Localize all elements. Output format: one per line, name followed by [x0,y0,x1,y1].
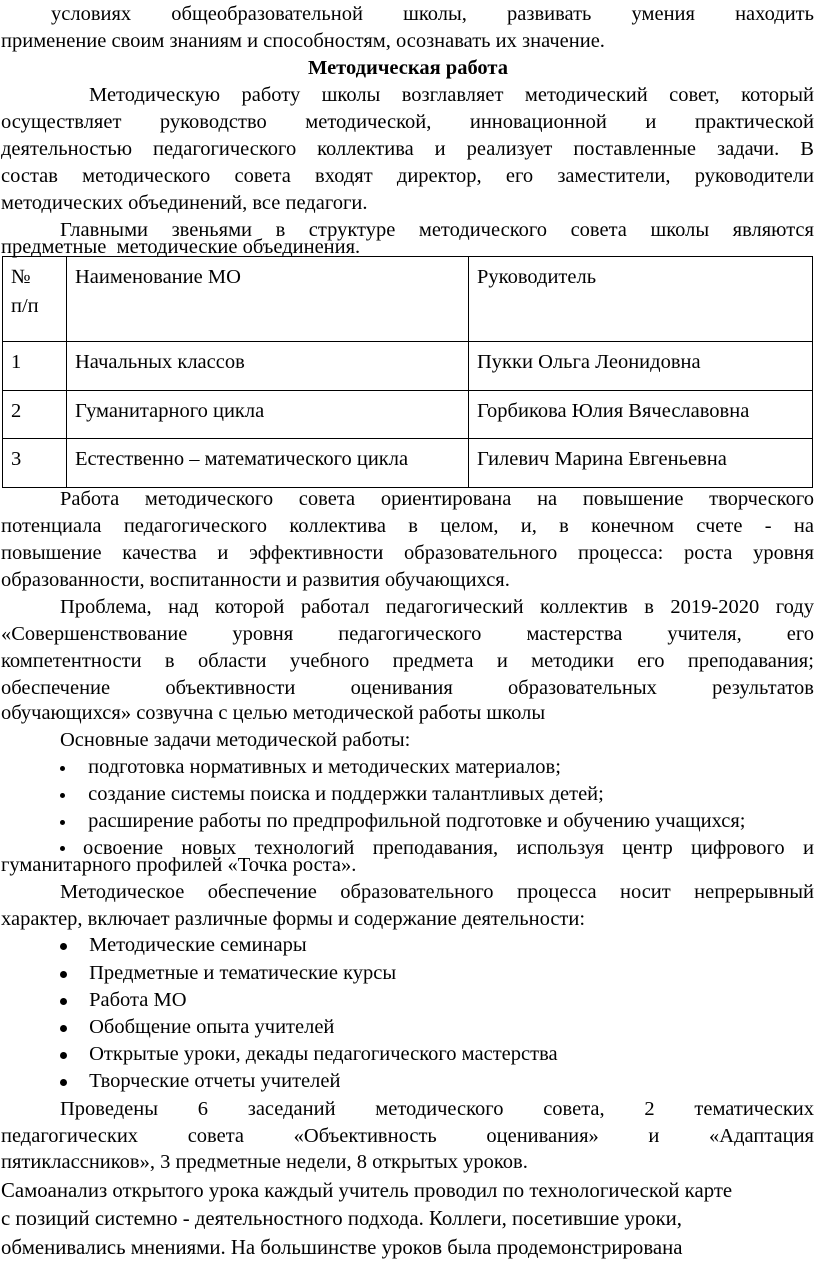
form-item: Открытые уроки, декады педагогического мастерства [60,1041,816,1068]
paragraph-1-line-1 [89,82,814,109]
row-leader: Гилевич Марина Евгеньевна [469,439,813,488]
bullet-dot-icon [60,1052,67,1059]
word: звеньями [171,219,253,241]
row-number: 2 [3,391,67,439]
word: его [505,165,534,187]
form-item: Предметные и тематические курсы [60,960,816,987]
word: методического [375,1098,504,1120]
word: тематических [694,1098,814,1120]
word: ориентирована [380,488,512,510]
paragraph-3-line-2 [1,513,814,540]
task-item: подготовка нормативных и методических материалов; [60,754,816,781]
row-leader: Пукки Ольга Леонидовна [469,342,813,391]
word: уровня [232,623,294,645]
word: возглавляет [401,84,504,106]
word: и [802,837,814,859]
word: методики [531,650,614,672]
paragraph-1-line-3 [1,136,814,163]
word: состав [1,165,58,187]
word: в [164,650,175,672]
word: практической [694,111,814,133]
word: реализует [466,138,553,160]
word: счете [696,515,743,537]
word: методический [524,84,648,106]
word: и [434,138,446,160]
word: совета [298,488,356,510]
word: совет, [669,84,720,106]
row-number: 3 [3,439,67,488]
paragraph-3-line-4: образованности, воспитанности и развития обучающихся. [1,569,510,591]
word: поставленные [573,138,697,160]
bullet-dot-icon [60,793,65,798]
word: совета [234,165,291,187]
word: общеобразовательной [171,3,363,25]
word: инновационной [469,111,607,133]
word: Главными [60,219,149,241]
bullet-dot-icon [60,1025,67,1032]
row-mo-name: Гуманитарного цикла [67,391,469,439]
tasks-title: Основные задачи методической работы: [60,729,411,751]
word: заместители, [557,165,671,187]
paragraph-5-line-1 [60,879,814,906]
word: структуре [308,219,396,241]
word: которой [215,596,285,618]
word: задачи. [716,138,780,160]
paragraph-6-line-2 [1,1123,814,1150]
word: предмета [392,650,474,672]
header-leader: Руководитель [469,257,813,342]
task-item: расширение работы по предпрофильной подготовке и обучению учащихся; [60,808,816,835]
form-item: Работа МО [60,987,816,1014]
word: совета, [543,1098,605,1120]
word: в [408,515,418,537]
table-row [3,342,813,391]
word: области [197,650,267,672]
word: Методическую [89,84,221,106]
word: коллектива [317,138,414,160]
word: «Объективность [293,1125,437,1147]
header-number: № п/п [3,257,67,342]
bullet-dot-icon [60,998,67,1005]
header-mo-name: Наименование МО [67,257,469,342]
paragraph-4-line-1 [60,594,814,621]
word: результатов [712,677,814,699]
word: учителя, [667,623,742,645]
word: его [786,623,814,645]
paragraph-7-line-3: обменивались мнениями. На большинстве уроков была продемонстрирована [1,1236,683,1259]
word: используя [516,837,604,859]
mo-table [2,256,813,488]
word: и [648,1125,660,1147]
word: творческого [709,488,814,510]
word: коллектив [540,596,628,618]
word: педагогический [385,596,524,618]
word: процесса: [577,542,664,564]
word: работал [300,596,370,618]
word: непрерывный [694,881,814,903]
word: компетентности [1,650,142,672]
bullet-dot-icon [60,1079,67,1086]
task-item: создание системы поиска и поддержки талантливых детей; [60,781,816,808]
word: центр [622,837,673,859]
word: руководители [694,165,814,187]
word: роста [683,542,733,564]
word: над [168,596,199,618]
word: методического [144,488,274,510]
word: совета [570,219,627,241]
word: и [496,650,508,672]
paragraph-7-line-1: Самоанализ открытого урока каждый учитель проводил по технологической карте [1,1179,733,1202]
word: образовательных [508,677,657,699]
word: который [741,84,814,106]
word: «Совершенствование [1,623,188,645]
word: технологий [254,837,355,859]
word: педагогического [153,138,297,160]
task-item-continuation: гуманитарного профилей «Точка роста». [1,854,357,876]
word: 2019-2020 [670,596,760,618]
word: школы, [403,3,467,25]
bullet-dot-icon [60,971,67,978]
word: «Адаптация [709,1125,814,1147]
word: оценивания [350,677,453,699]
word: новых [181,837,237,859]
word: качества [122,542,197,564]
form-item: Обобщение опыта учителей [60,1014,816,1041]
word: В [800,138,814,160]
word: в [275,219,286,241]
word: Методическое [60,881,185,903]
word: Проведены [60,1098,158,1120]
word: педагогического [338,623,482,645]
word: объективности [165,677,296,699]
word: образовательного [404,542,558,564]
word: и [645,111,657,133]
bullet-dot-icon [60,820,65,825]
row-leader: Горбикова Юлия Вячеславовна [469,391,813,439]
word: заседаний [247,1098,336,1120]
paragraph-1-line-4 [1,163,814,190]
word: и, [520,515,537,537]
section-title: Методическая работа [308,57,508,79]
paragraph-6-line-1 [60,1096,814,1123]
word: директор, [396,165,482,187]
form-item: Методические семинары [60,932,816,959]
word: методического [82,165,211,187]
word: условиях [51,3,132,25]
word: преподавания, [372,837,499,859]
word: деятельностью [1,138,133,160]
word: повышение [1,542,102,564]
word: носит [619,881,671,903]
row-mo-name: Естественно – математического цикла [67,439,469,488]
word: цифрового [691,837,785,859]
intro-line-2: применение своим знаниям и способностям, осознавать их значение. [1,30,605,52]
word: образовательного [340,881,494,903]
bullet-dot-icon [60,766,65,771]
word: педагогических [1,1125,139,1147]
word: повышение [582,488,684,510]
paragraph-2-line-2: предметные методические объединения. [1,236,361,258]
word: работу [241,84,301,106]
word: умения [631,3,695,25]
paragraph-4-line-5: обучающихся» созвучна с целью методической работы школы [1,702,546,724]
word: коллектива [289,515,386,537]
row-mo-name: Начальных классов [67,342,469,391]
paragraph-4-line-3 [1,648,814,675]
word: целом, [440,515,499,537]
word: эффективности [249,542,384,564]
word: являются [732,219,814,241]
word: на [537,488,558,510]
paragraph-4-line-4 [1,675,814,702]
word: руководство [159,111,267,133]
paragraph-1-line-2 [1,109,814,136]
word: школы [321,84,381,106]
word: его [637,650,665,672]
word: мастерства [526,623,623,645]
paragraph-1-line-5: методических объединений, все педагоги. [1,192,368,214]
word: методического [418,219,548,241]
word: 2 [644,1098,655,1120]
word: освоение [83,837,164,859]
paragraph-3-line-1 [60,486,814,513]
word: осуществляет [1,111,122,133]
word: развивать [507,3,592,25]
word: - [764,515,772,537]
word: и [217,542,229,564]
word: учебного [289,650,370,672]
word: Работа [60,488,120,510]
word: педагогического [123,515,268,537]
intro-line-1 [51,1,814,28]
word: Проблема, [60,596,152,618]
table-row [3,391,813,439]
paragraph-5-line-2: характер, включает различные формы и содержание деятельности: [1,908,586,930]
word: на [793,515,814,537]
word: методической, [305,111,432,133]
word: совета [187,1125,245,1147]
word: году [775,596,814,618]
word: оценивания» [486,1125,599,1147]
bullet-dot-icon [60,943,67,950]
word: обеспечение [207,881,317,903]
word: потенциала [1,515,102,537]
word: обеспечение [1,677,111,699]
word: конечном [591,515,674,537]
word: преподавания; [687,650,814,672]
word: процесса [516,881,597,903]
row-number: 1 [3,342,67,391]
table-header-row [3,257,813,342]
bullet-dot-icon [60,846,65,851]
word: в [559,515,569,537]
paragraph-7-line-2: с позиций системно - деятельностного подхода. Коллеги, посетившие уроки, [1,1207,683,1230]
word: 6 [197,1098,208,1120]
paragraph-3-line-3 [1,540,814,567]
word: школы [650,219,710,241]
word: уровня [753,542,814,564]
table-row [3,439,813,488]
form-item: Творческие отчеты учителей [60,1068,816,1095]
word: в [644,596,654,618]
word: находить [735,3,814,25]
paragraph-4-line-2 [1,621,814,648]
paragraph-6-line-3: пятиклассников», 3 предметные недели, 8 открытых уроков. [1,1151,528,1173]
word: входят [315,165,373,187]
